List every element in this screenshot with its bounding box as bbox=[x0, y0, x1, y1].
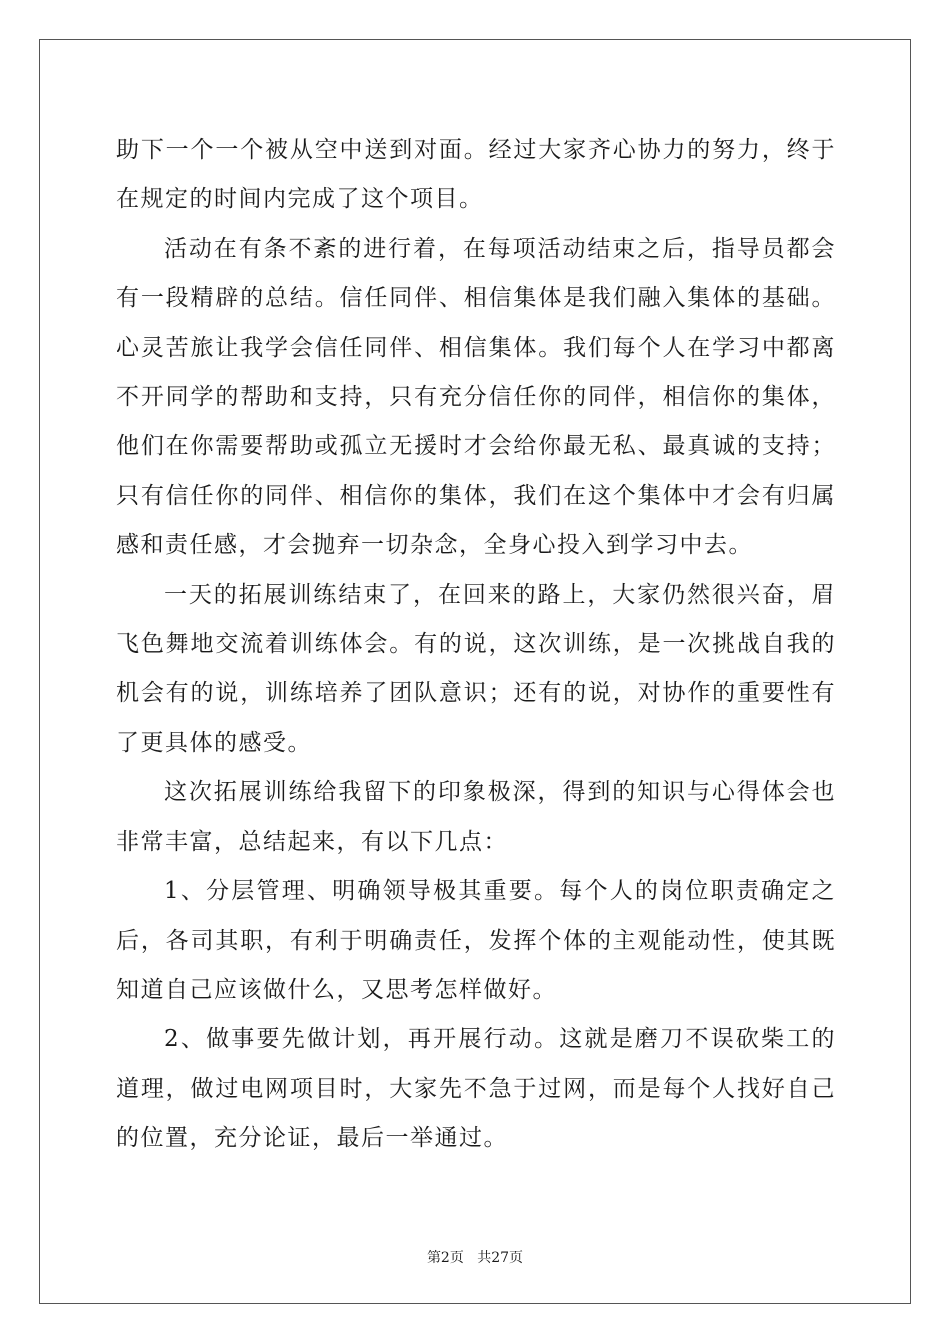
page-footer bbox=[0, 1247, 950, 1267]
paragraph-4: 这次拓展训练给我留下的印象极深，得到的知识与心得体会也非常丰富，总结起来，有以下几点： bbox=[116, 779, 836, 855]
paragraph-1: 助下一个一个被从空中送到对面。经过大家齐心协力的努力，终于在规定的时间内完成了这个项目。 bbox=[116, 137, 836, 213]
paragraph-2: 活动在有条不紊的进行着，在每项活动结束之后，指导员都会有一段精辟的总结。信任同伴、相信集体是我们融入集体的基础。心灵苦旅让我学会信任同伴、相信集体。我们每个人在学习中都离不开同学的帮助和支持，只有充分信任你的同伴，相信你的集体，他们在你需要帮助或孤立无援时才会给你最无私、最真诚的支持；只有信任你的同伴、相信你的集体，我们在这个集体中才会有归属感和责任感，才会抛弃一切杂念，全身心投入到学习中去。 bbox=[116, 235, 836, 559]
paragraph-3: 一天的拓展训练结束了，在回来的路上，大家仍然很兴奋，眉飞色舞地交流着训练体会。有的说，这次训练，是一次挑战自我的机会有的说，训练培养了团队意识；还有的说，对协作的重要性有了更具体的感受。 bbox=[116, 581, 836, 756]
paragraph-6: 2、做事要先做计划，再开展行动。这就是磨刀不误砍柴工的道理，做过电网项目时，大家先不急于过网，而是每个人找好自己的位置，充分论证，最后一举通过。 bbox=[116, 1026, 836, 1152]
paragraph-5: 1、分层管理、明确领导极其重要。每个人的岗位职责确定之后，各司其职，有利于明确责任，发挥个体的主观能动性，使其既知道自己应该做什么，又思考怎样做好。 bbox=[116, 878, 836, 1003]
page-number: 第2页 bbox=[426, 1250, 464, 1266]
document-body bbox=[116, 126, 836, 1164]
page-total: 共27页 bbox=[477, 1250, 524, 1266]
